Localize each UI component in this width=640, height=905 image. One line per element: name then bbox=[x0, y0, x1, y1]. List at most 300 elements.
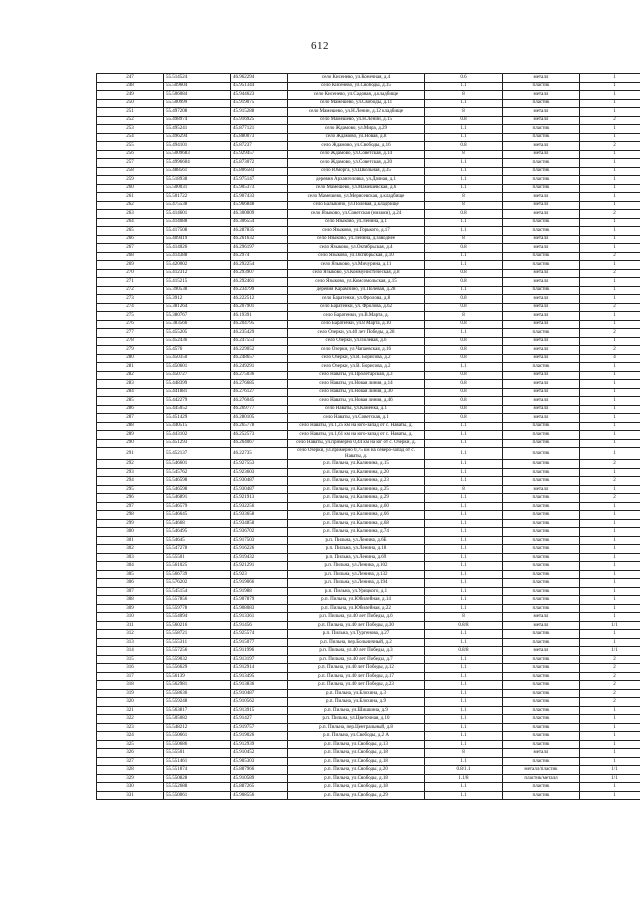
volume-cell: 1.1/8 bbox=[425, 774, 503, 783]
latitude-cell: 55.562981 bbox=[164, 681, 231, 690]
address-cell: р.п. Пильна, ул.40 лет Победы, д.23 bbox=[288, 681, 425, 690]
latitude-cell: 55.557856 bbox=[164, 596, 231, 605]
row-number: 272 bbox=[97, 286, 164, 295]
container-count-cell: 1 bbox=[580, 363, 640, 372]
address-cell: село Наваты, ул.примерно 0,44 км на юг от с. Озерки, д. bbox=[288, 439, 425, 448]
material-cell: металл bbox=[503, 91, 580, 100]
longitude-cell: 45.919026 bbox=[231, 732, 288, 741]
row-number: 278 bbox=[97, 337, 164, 346]
longitude-cell: 46.276045 bbox=[231, 397, 288, 406]
table-row bbox=[97, 295, 640, 304]
volume-cell: 8 bbox=[425, 485, 503, 494]
volume-cell: 1.1 bbox=[425, 448, 503, 460]
material-cell: металл bbox=[503, 613, 580, 622]
material-cell: пластик bbox=[503, 664, 580, 673]
row-number: 249 bbox=[97, 91, 164, 100]
address-cell: р.п. Пильна, ул.Свободы, д.18 bbox=[288, 749, 425, 758]
address-cell: село Языково, ул.Мичурина, д.11 bbox=[288, 261, 425, 270]
latitude-cell: 55.450601 bbox=[164, 363, 231, 372]
material-cell: пластик bbox=[503, 261, 580, 270]
container-count-cell: 1 bbox=[580, 604, 640, 613]
volume-cell: 0.8 bbox=[425, 405, 503, 414]
table-row bbox=[97, 99, 640, 108]
latitude-cell: 55.488561 bbox=[164, 167, 231, 176]
longitude-cell: 45.880073 bbox=[231, 133, 288, 142]
longitude-cell: 46.207901 bbox=[231, 303, 288, 312]
table-row bbox=[97, 672, 640, 681]
table-row bbox=[97, 732, 640, 741]
material-cell: пластик bbox=[503, 630, 580, 639]
container-count-cell: 1 bbox=[580, 485, 640, 494]
material-cell: металл bbox=[503, 150, 580, 159]
address-cell: р.п. Пильна, ул.Юбилейная, д.22 bbox=[288, 604, 425, 613]
volume-cell: 1.1 bbox=[425, 545, 503, 554]
container-count-cell: 1 bbox=[580, 468, 640, 477]
container-count-cell: 1 bbox=[580, 791, 640, 800]
latitude-cell: 55.443102 bbox=[164, 431, 231, 440]
longitude-cell: 45.929457 bbox=[231, 150, 288, 159]
latitude-cell: 55.54668 bbox=[164, 519, 231, 528]
latitude-cell: 55.505082 bbox=[164, 715, 231, 724]
volume-cell: 8 bbox=[425, 749, 503, 758]
row-number: 288 bbox=[97, 422, 164, 431]
longitude-cell: 45.873072 bbox=[231, 159, 288, 168]
container-count-cell: 2 bbox=[580, 142, 640, 151]
row-number: 319 bbox=[97, 689, 164, 698]
table-row bbox=[97, 125, 640, 134]
latitude-cell: 55.566739 bbox=[164, 570, 231, 579]
address-cell: село Языково, ул.Комсомольская, д.15 bbox=[288, 278, 425, 287]
row-number: 309 bbox=[97, 604, 164, 613]
table-row bbox=[97, 261, 640, 270]
table-row bbox=[97, 414, 640, 423]
table-row bbox=[97, 329, 640, 338]
latitude-cell: 55.383566 bbox=[164, 320, 231, 329]
latitude-cell: 55.545762 bbox=[164, 468, 231, 477]
material-cell: пластик bbox=[503, 422, 580, 431]
container-count-cell: 1 bbox=[580, 218, 640, 227]
material-cell: металл bbox=[503, 303, 580, 312]
material-cell: металл bbox=[503, 201, 580, 210]
volume-cell: 1.1 bbox=[425, 740, 503, 749]
material-cell: пластик bbox=[503, 698, 580, 707]
latitude-cell: 55.506084 bbox=[164, 91, 231, 100]
longitude-cell: 46.292461 bbox=[231, 278, 288, 287]
address-cell: р.п. Пильна, ул.Свободы, д.29 bbox=[288, 791, 425, 800]
longitude-cell: 46.261632 bbox=[231, 235, 288, 244]
longitude-cell: 45.91456 bbox=[231, 621, 288, 630]
volume-cell: 1.1 bbox=[425, 689, 503, 698]
container-count-cell: 1 bbox=[580, 235, 640, 244]
longitude-cell: 45.916226 bbox=[231, 545, 288, 554]
volume-cell: 1.1 bbox=[425, 630, 503, 639]
material-cell: металл bbox=[503, 647, 580, 656]
address-cell: р.п. Пильна, ул.Свободы, д.20 bbox=[288, 766, 425, 775]
latitude-cell: 55.509604 bbox=[164, 82, 231, 91]
latitude-cell: 55.4996604 bbox=[164, 159, 231, 168]
address-cell: р.п. Пильна, ул.Ленина, д.194 bbox=[288, 579, 425, 588]
longitude-cell: 46.276127 bbox=[231, 388, 288, 397]
latitude-cell: 55.445052 bbox=[164, 405, 231, 414]
container-count-cell: 1 bbox=[580, 587, 640, 596]
address-cell: село Баратенки, ул. Фролова, д.62 bbox=[288, 303, 425, 312]
volume-cell: 1.1 bbox=[425, 698, 503, 707]
row-number: 253 bbox=[97, 125, 164, 134]
material-cell: пластик bbox=[503, 672, 580, 681]
address-cell: р.п. Пильна, ул.40 лет Победы, д.7 bbox=[288, 655, 425, 664]
material-cell: металл bbox=[503, 269, 580, 278]
latitude-cell: 55.555311 bbox=[164, 638, 231, 647]
table-row bbox=[97, 388, 640, 397]
volume-cell: 8 bbox=[425, 193, 503, 202]
material-cell: металл bbox=[503, 244, 580, 253]
longitude-cell: 45.887966 bbox=[231, 766, 288, 775]
volume-cell: 1.1 bbox=[425, 422, 503, 431]
address-cell: р.п. Пильна, ул.Свободы, д.18 bbox=[288, 774, 425, 783]
address-cell: село Кисенево, ул.Свободы, д.15 bbox=[288, 82, 425, 91]
latitude-cell: 55.546891 bbox=[164, 494, 231, 503]
longitude-cell: 46.229052 bbox=[231, 346, 288, 355]
volume-cell: 1.1 bbox=[425, 587, 503, 596]
table-row bbox=[97, 371, 640, 380]
container-count-cell: 1 bbox=[580, 706, 640, 715]
material-cell: пластик bbox=[503, 740, 580, 749]
table-row bbox=[97, 587, 640, 596]
material-cell: пластик bbox=[503, 448, 580, 460]
longitude-cell: 45.87237 bbox=[231, 142, 288, 151]
address-cell: село Наваты, ул.Новая линия, д.14 bbox=[288, 380, 425, 389]
container-count-cell: 1 bbox=[580, 159, 640, 168]
row-number: 326 bbox=[97, 749, 164, 758]
container-count-cell: 1 bbox=[580, 630, 640, 639]
container-count-cell: 1 bbox=[580, 439, 640, 448]
table-row bbox=[97, 405, 640, 414]
container-count-cell: 1 bbox=[580, 312, 640, 321]
container-count-cell: 1 bbox=[580, 528, 640, 537]
latitude-cell: 55.452436 bbox=[164, 337, 231, 346]
row-number: 308 bbox=[97, 596, 164, 605]
container-count-cell: 2 bbox=[580, 303, 640, 312]
latitude-cell: 55.417508 bbox=[164, 227, 231, 236]
row-number: 268 bbox=[97, 252, 164, 261]
table-row bbox=[97, 91, 640, 100]
address-cell: село Наваты, ул.Новая линия, д.46 bbox=[288, 397, 425, 406]
longitude-cell: 45.932256 bbox=[231, 502, 288, 511]
latitude-cell: 55.380767 bbox=[164, 312, 231, 321]
container-count-cell: 1 bbox=[580, 278, 640, 287]
material-cell: пластик bbox=[503, 133, 580, 142]
latitude-cell: 55.5009683 bbox=[164, 150, 231, 159]
container-count-cell: 1 bbox=[580, 82, 640, 91]
material-cell: металл bbox=[503, 235, 580, 244]
container-count-cell: 1 bbox=[580, 91, 640, 100]
material-cell: пластик bbox=[503, 439, 580, 448]
volume-cell: 1.1 bbox=[425, 672, 503, 681]
row-number: 318 bbox=[97, 681, 164, 690]
container-count-cell: 1 bbox=[580, 108, 640, 117]
material-cell: пластик bbox=[503, 431, 580, 440]
container-count-cell: 2 bbox=[580, 477, 640, 486]
material-cell: пластик bbox=[503, 519, 580, 528]
longitude-cell: 45.951344 bbox=[231, 82, 288, 91]
address-cell: р.п. Пильна, ул.Калинина, д.66 bbox=[288, 511, 425, 520]
volume-cell: 1.1 bbox=[425, 579, 503, 588]
row-number: 303 bbox=[97, 553, 164, 562]
table-row bbox=[97, 363, 640, 372]
longitude-cell: 45.91427 bbox=[231, 715, 288, 724]
volume-cell: 8 bbox=[425, 312, 503, 321]
container-count-cell: 1 bbox=[580, 74, 640, 83]
longitude-cell: 46.22735 bbox=[231, 448, 288, 460]
material-cell: пластик bbox=[503, 553, 580, 562]
address-cell: село Языково, ул.Октябрьская, д.4 bbox=[288, 244, 425, 253]
volume-cell: 1.1 bbox=[425, 723, 503, 732]
address-cell: р.п. Пильна, пер.Центральный, д.8 bbox=[288, 723, 425, 732]
container-count-cell: 1 bbox=[580, 286, 640, 295]
longitude-cell: 45.913495 bbox=[231, 672, 288, 681]
volume-cell: 1.1 bbox=[425, 757, 503, 766]
address-cell: р.п. Пильна, ул.Калинина, д.15 bbox=[288, 460, 425, 469]
volume-cell: 1.1 bbox=[425, 218, 503, 227]
latitude-cell: 55.546579 bbox=[164, 502, 231, 511]
row-number: 277 bbox=[97, 329, 164, 338]
volume-cell: 1.1 bbox=[425, 460, 503, 469]
container-count-cell: 1/1 bbox=[580, 774, 640, 783]
latitude-cell: 55.55501 bbox=[164, 749, 231, 758]
row-number: 314 bbox=[97, 647, 164, 656]
row-number: 322 bbox=[97, 715, 164, 724]
address-cell: р.п. Пильна, ул.40 лет Победы, д.3 bbox=[288, 647, 425, 656]
latitude-cell: 55.500031 bbox=[164, 184, 231, 193]
volume-cell: 1.1 bbox=[425, 638, 503, 647]
material-cell: пластик bbox=[503, 99, 580, 108]
latitude-cell: 55.558636 bbox=[164, 689, 231, 698]
material-cell: пластик bbox=[503, 227, 580, 236]
material-cell: металл bbox=[503, 74, 580, 83]
longitude-cell: 46.276685 bbox=[231, 380, 288, 389]
volume-cell: 0.8 bbox=[425, 371, 503, 380]
material-cell: пластик bbox=[503, 545, 580, 554]
material-cell: пластик bbox=[503, 176, 580, 185]
longitude-cell: 46.293907 bbox=[231, 269, 288, 278]
latitude-cell: 55.514524 bbox=[164, 74, 231, 83]
row-number: 320 bbox=[97, 698, 164, 707]
material-cell: металл bbox=[503, 210, 580, 219]
volume-cell: 0.8 bbox=[425, 142, 503, 151]
volume-cell: 1.1 bbox=[425, 125, 503, 134]
address-cell: село Мамешево, ул.Свободы, д.11 bbox=[288, 99, 425, 108]
container-count-cell: 1 bbox=[580, 133, 640, 142]
material-cell: пластик bbox=[503, 536, 580, 545]
address-cell: село Кисенево, ул.Садовая, д.кладбище bbox=[288, 91, 425, 100]
table-row bbox=[97, 655, 640, 664]
volume-cell: 0.8 bbox=[425, 244, 503, 253]
row-number: 255 bbox=[97, 142, 164, 151]
container-count-cell: 1 bbox=[580, 740, 640, 749]
row-number: 282 bbox=[97, 371, 164, 380]
row-number: 301 bbox=[97, 536, 164, 545]
container-count-cell: 1 bbox=[580, 732, 640, 741]
table-row bbox=[97, 397, 640, 406]
table-row bbox=[97, 664, 640, 673]
material-cell: пластик bbox=[503, 715, 580, 724]
row-number: 299 bbox=[97, 519, 164, 528]
container-count-cell: 1 bbox=[580, 783, 640, 792]
longitude-cell: 45.910487 bbox=[231, 689, 288, 698]
longitude-cell: 45.911996 bbox=[231, 647, 288, 656]
material-cell: металл bbox=[503, 621, 580, 630]
table-row bbox=[97, 252, 640, 261]
longitude-cell: 45.907879 bbox=[231, 596, 288, 605]
address-cell: р.п. Пильна, ул.Калинина, д.60 bbox=[288, 502, 425, 511]
volume-cell: 1.1 bbox=[425, 286, 503, 295]
table-row bbox=[97, 380, 640, 389]
address-cell: село Языково, ул.Ленина, д.1 bbox=[288, 218, 425, 227]
latitude-cell: 55.548212 bbox=[164, 723, 231, 732]
address-cell: село Кисенево, ул.Конечная, д.4 bbox=[288, 74, 425, 83]
material-cell: металл bbox=[503, 485, 580, 494]
volume-cell: 1.1 bbox=[425, 604, 503, 613]
table-row bbox=[97, 201, 640, 210]
longitude-cell: 46.252573 bbox=[231, 431, 288, 440]
address-cell: село Мамешево, ул.Н.Ленин, д.15 bbox=[288, 116, 425, 125]
latitude-cell: 55.560216 bbox=[164, 621, 231, 630]
table-row bbox=[97, 681, 640, 690]
address-cell: р.п. Пильна, ул.Ленина, д.69 bbox=[288, 553, 425, 562]
table-row bbox=[97, 320, 640, 329]
latitude-cell: 55.475538 bbox=[164, 201, 231, 210]
table-row bbox=[97, 562, 640, 571]
material-cell: пластик bbox=[503, 638, 580, 647]
address-cell: р.п. Пильна, ул.Свободы, д.18 bbox=[288, 757, 425, 766]
latitude-cell: 55.452137 bbox=[164, 448, 231, 460]
table-row bbox=[97, 227, 640, 236]
table-row bbox=[97, 108, 640, 117]
row-number: 270 bbox=[97, 269, 164, 278]
latitude-cell: 55.494101 bbox=[164, 142, 231, 151]
row-number: 329 bbox=[97, 774, 164, 783]
latitude-cell: 55.518938 bbox=[164, 176, 231, 185]
material-cell: пластик bbox=[503, 732, 580, 741]
address-cell: р.п. Пильна, ул.40 лет Победы, д.17 bbox=[288, 672, 425, 681]
latitude-cell: 55.547278 bbox=[164, 545, 231, 554]
material-cell: металл bbox=[503, 371, 580, 380]
latitude-cell: 55.55501 bbox=[164, 553, 231, 562]
material-cell: пластик bbox=[503, 681, 580, 690]
table-row bbox=[97, 494, 640, 503]
address-cell: р.п. Пильна, ул.Свободы, д.2 А bbox=[288, 732, 425, 741]
longitude-cell: 45.930487 bbox=[231, 485, 288, 494]
address-cell: село Балыкино, ул.Полевая, д.кладбище bbox=[288, 201, 425, 210]
material-cell: металл bbox=[503, 405, 580, 414]
container-count-cell: 1 bbox=[580, 380, 640, 389]
latitude-cell: 55.498974 bbox=[164, 116, 231, 125]
table-row bbox=[97, 630, 640, 639]
longitude-cell: 45.915288 bbox=[231, 108, 288, 117]
table-row bbox=[97, 116, 640, 125]
container-count-cell: 1 bbox=[580, 193, 640, 202]
row-number: 298 bbox=[97, 511, 164, 520]
table-row bbox=[97, 757, 640, 766]
container-count-cell: 2 bbox=[580, 116, 640, 125]
address-cell: село Озерки, ул.Полевая, д.6 bbox=[288, 337, 425, 346]
row-number: 286 bbox=[97, 405, 164, 414]
container-count-cell: 2 bbox=[580, 210, 640, 219]
volume-cell: 1.1 bbox=[425, 783, 503, 792]
latitude-cell: 55.546601 bbox=[164, 460, 231, 469]
volume-cell: 0.6 bbox=[425, 74, 503, 83]
latitude-cell: 55.448399 bbox=[164, 380, 231, 389]
volume-cell: 1.1 bbox=[425, 502, 503, 511]
volume-cell: 0.8 bbox=[425, 295, 503, 304]
container-count-cell: 2 bbox=[580, 655, 640, 664]
row-number: 279 bbox=[97, 346, 164, 355]
volume-cell: 1.1 bbox=[425, 655, 503, 664]
table-row bbox=[97, 431, 640, 440]
material-cell: пластик bbox=[503, 757, 580, 766]
latitude-cell: 55.4576 bbox=[164, 346, 231, 355]
table-row bbox=[97, 638, 640, 647]
volume-cell: 1.1 bbox=[425, 706, 503, 715]
row-number: 317 bbox=[97, 672, 164, 681]
table-row bbox=[97, 82, 640, 91]
latitude-cell: 55.546598 bbox=[164, 477, 231, 486]
latitude-cell: 55.551874 bbox=[164, 766, 231, 775]
container-count-cell: 1 bbox=[580, 502, 640, 511]
table-row bbox=[97, 613, 640, 622]
volume-cell: 1.1 bbox=[425, 82, 503, 91]
row-number: 247 bbox=[97, 74, 164, 83]
material-cell: пластик bbox=[503, 783, 580, 792]
address-cell: село Баратенки, ул.В.Марта, д. bbox=[288, 312, 425, 321]
latitude-cell: 55.561025 bbox=[164, 562, 231, 571]
volume-cell: 0.8 bbox=[425, 397, 503, 406]
longitude-cell: 46.265778 bbox=[231, 422, 288, 431]
volume-cell: 1.1 bbox=[425, 494, 503, 503]
table-row bbox=[97, 783, 640, 792]
material-cell: пластик bbox=[503, 689, 580, 698]
table-row bbox=[97, 133, 640, 142]
table-row bbox=[97, 193, 640, 202]
latitude-cell: 55.559248 bbox=[164, 698, 231, 707]
address-cell: село Мамешево, ул.Мамешевская, д.6 bbox=[288, 184, 425, 193]
latitude-cell: 55.550828 bbox=[164, 774, 231, 783]
longitude-cell: 46.249291 bbox=[231, 363, 288, 372]
table-row bbox=[97, 176, 640, 185]
row-number: 323 bbox=[97, 723, 164, 732]
longitude-cell: 45.913915 bbox=[231, 706, 288, 715]
longitude-cell: 45.917503 bbox=[231, 536, 288, 545]
container-count-cell: 2 bbox=[580, 269, 640, 278]
table-row bbox=[97, 210, 640, 219]
address-cell: деревня Архангеловка, ул.Дачная, д.1 bbox=[288, 176, 425, 185]
volume-cell: 1.1 bbox=[425, 261, 503, 270]
material-cell: металл bbox=[503, 414, 580, 423]
latitude-cell: 55.563817 bbox=[164, 706, 231, 715]
address-cell: р.п. Пильна, ул.Ленина, д.6Б bbox=[288, 536, 425, 545]
row-number: 267 bbox=[97, 244, 164, 253]
address-cell: село Озерки, ул.В. Борисова, д.2 bbox=[288, 363, 425, 372]
volume-cell: 1.1 bbox=[425, 553, 503, 562]
container-count-cell: 1/1 bbox=[580, 647, 640, 656]
table-row bbox=[97, 706, 640, 715]
container-count-cell: 1 bbox=[580, 749, 640, 758]
address-cell: р.п. Пильна, ул.Шишкина, д.9 bbox=[288, 706, 425, 715]
table-row bbox=[97, 774, 640, 783]
container-count-cell: 1 bbox=[580, 562, 640, 571]
volume-cell: 1.1 bbox=[425, 431, 503, 440]
container-count-cell: 2 bbox=[580, 664, 640, 673]
